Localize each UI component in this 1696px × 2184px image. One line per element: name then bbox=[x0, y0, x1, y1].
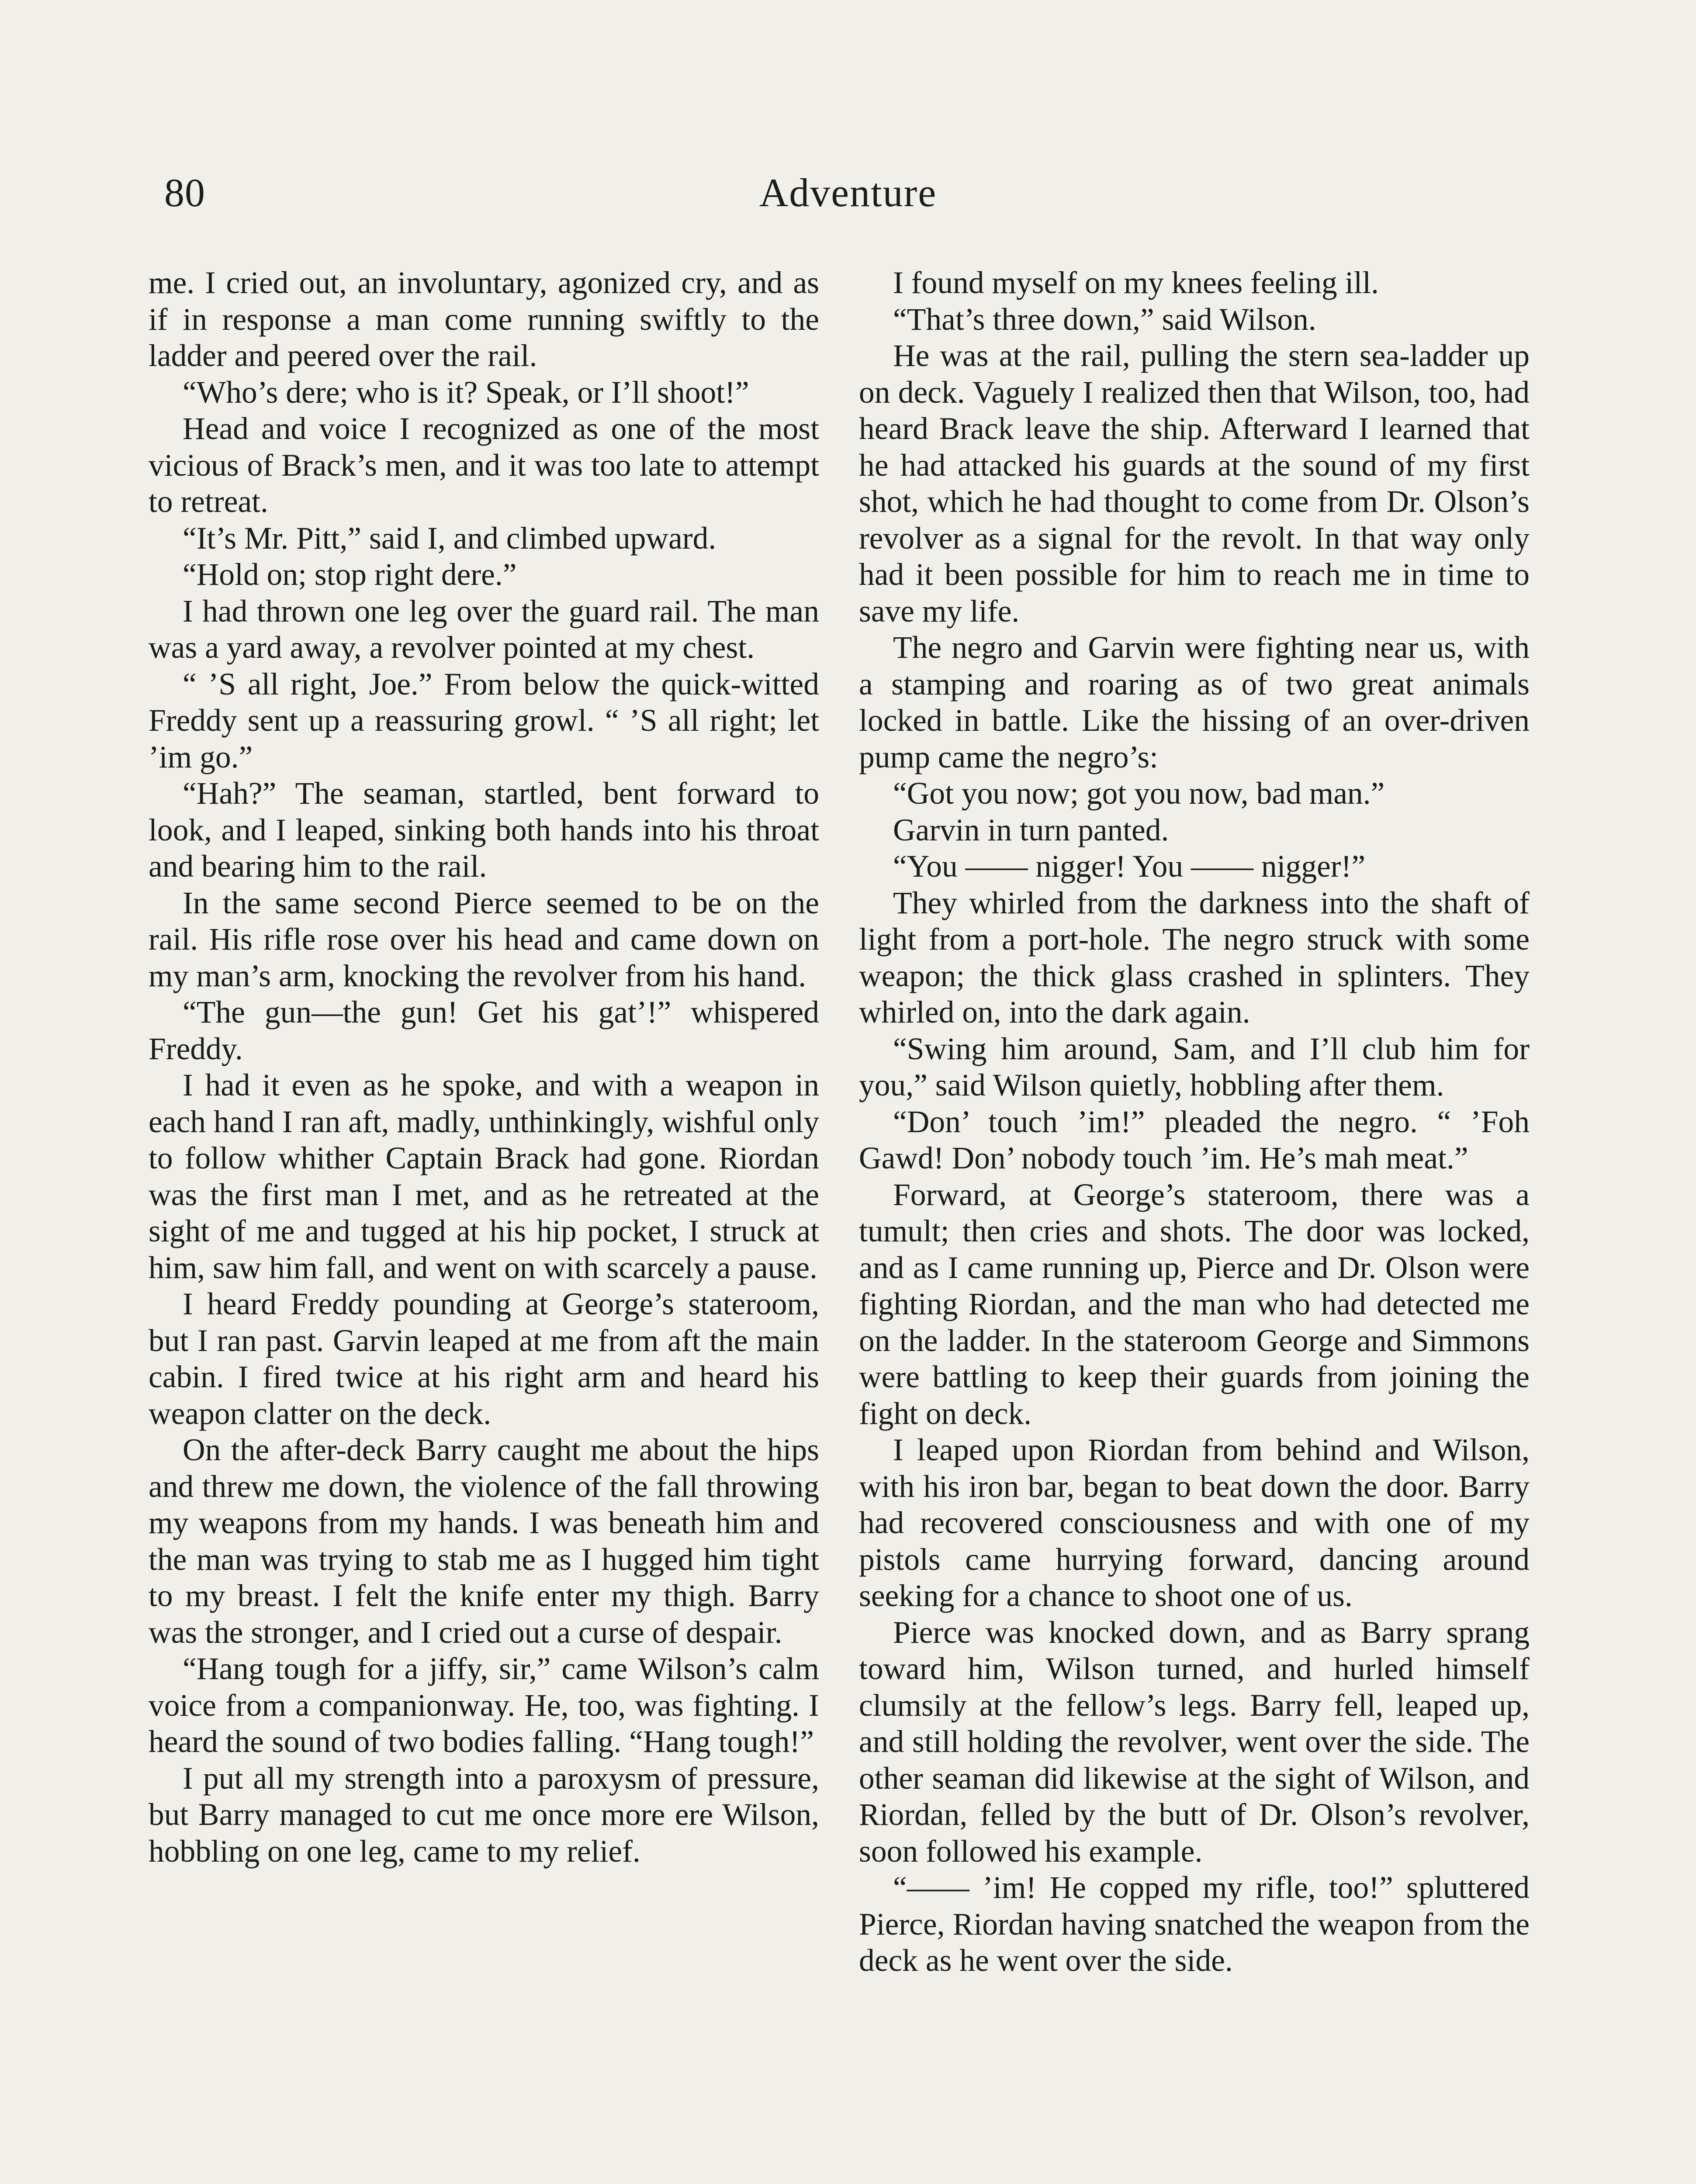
paragraph: Forward, at George’s stateroom, there was a tumult; then cries and shots. The door was locked, and as I came running up, Pierce and Dr. Olson were fighting Riordan, and the man who had detected me on the ladder. In the stateroom George and Simmons were battling to keep their guards from joining the fight on deck. bbox=[859, 1177, 1530, 1431]
paragraph: “It’s Mr. Pitt,” said I, and climbed upward. bbox=[183, 521, 716, 556]
paragraph: Head and voice I recognized as one of the most vicious of Brack’s men, and it was too late to attempt to retreat. bbox=[149, 411, 819, 519]
paragraph: I found myself on my knees feeling ill. bbox=[893, 266, 1379, 300]
paragraph: “The gun—the gun! Get his gat’!” whispered Freddy. bbox=[149, 995, 819, 1066]
paragraph: me. I cried out, an involuntary, agonized cry, and as if in response a man come running swiftly to the ladder and peered over the rail. bbox=[149, 266, 819, 373]
paragraph: He was at the rail, pulling the stern sea-ladder up on deck. Vaguely I realized then that Wilson, too, had heard Brack leave the ship. Afterward I learned that he had attacked his guards at the sound of my first shot, which he had thought to come from Dr. Olson’s revolver as a signal for the revolt. In that way only had it been possible for him to reach me in time to save my life. bbox=[859, 339, 1530, 629]
page-number: 80 bbox=[164, 170, 205, 215]
right-column bbox=[859, 265, 1530, 1979]
paragraph: I put all my strength into a paroxysm of pressure, but Barry managed to cut me once more ere Wilson, hobbling on one leg, came to my relief. bbox=[149, 1761, 819, 1869]
left-column bbox=[149, 265, 819, 1870]
paragraph: “Hah?” The seaman, startled, bent forward to look, and I leaped, sinking both hands into his throat and bearing him to the rail. bbox=[149, 776, 819, 884]
paragraph: “You —— nigger! You —— nigger!” bbox=[893, 849, 1366, 884]
paragraph: “Hold on; stop right dere.” bbox=[183, 557, 517, 592]
paragraph: “—— ’im! He copped my rifle, too!” spluttered Pierce, Riordan having snatched the weapon from the deck as he went over the side. bbox=[859, 1870, 1530, 1978]
paragraph: “Got you now; got you now, bad man.” bbox=[893, 776, 1385, 811]
paragraph: Garvin in turn panted. bbox=[893, 812, 1169, 847]
paragraph: I leaped upon Riordan from behind and Wilson, with his iron bar, began to beat down the door. Barry had recovered consciousness and with one of my pistols came hurrying forward, dancing around seeking for a chance to shoot one of us. bbox=[859, 1433, 1530, 1613]
paragraph: “Swing him around, Sam, and I’ll club him for you,” said Wilson quietly, hobbling after them. bbox=[859, 1031, 1530, 1102]
paragraph: “Hang tough for a jiffy, sir,” came Wilson’s calm voice from a companionway. He, too, was fighting. I heard the sound of two bodies falling. “Hang tough!” bbox=[149, 1652, 819, 1759]
paragraph: I heard Freddy pounding at George’s stateroom, but I ran past. Garvin leaped at me from aft the main cabin. I fired twice at his right arm and heard his weapon clatter on the deck. bbox=[149, 1287, 819, 1431]
paragraph: I had it even as he spoke, and with a weapon in each hand I ran aft, madly, unthinkingly, wishful only to follow whither Captain Brack had gone. Riordan was the first man I met, and as he retreated at the sight of me and tugged at his hip pocket, I struck at him, saw him fall, and went on with scarcely a pause. bbox=[149, 1068, 819, 1285]
paragraph: “Who’s dere; who is it? Speak, or I’ll shoot!” bbox=[183, 375, 749, 410]
running-head: Adventure bbox=[759, 170, 937, 215]
paragraph: In the same second Pierce seemed to be on the rail. His rifle rose over his head and came down on my man’s arm, knocking the revolver from his hand. bbox=[149, 885, 819, 993]
paragraph: “ ’S all right, Joe.” From below the quick-witted Freddy sent up a reassuring growl. “ ’S all right; let ’im go.” bbox=[149, 667, 819, 774]
paragraph: Pierce was knocked down, and as Barry sprang toward him, Wilson turned, and hurled himself clumsily at the fellow’s legs. Barry fell, leaped up, and still holding the revolver, went over the side. The other seaman did likewise at the sight of Wilson, and Riordan, felled by the butt of Dr. Olson’s revolver, soon followed his example. bbox=[859, 1615, 1530, 1869]
paragraph: I had thrown one leg over the guard rail. The man was a yard away, a revolver pointed at my chest. bbox=[149, 594, 819, 665]
paragraph: “Don’ touch ’im!” pleaded the negro. “ ’Foh Gawd! Don’ nobody touch ’im. He’s mah meat.” bbox=[859, 1104, 1530, 1175]
paragraph: The negro and Garvin were fighting near us, with a stamping and roaring as of two great animals locked in battle. Like the hissing of an over-driven pump came the negro’s: bbox=[859, 630, 1530, 774]
paragraph: On the after-deck Barry caught me about the hips and threw me down, the violence of the fall throwing my weapons from my hands. I was beneath him and the man was trying to stab me as I hugged him tight to my breast. I felt the knife enter my thigh. Barry was the stronger, and I cried out a curse of despair. bbox=[149, 1433, 819, 1650]
paragraph: They whirled from the darkness into the shaft of light from a port-hole. The negro struck with some weapon; the thick glass crashed in splinters. They whirled on, into the dark again. bbox=[859, 885, 1530, 1030]
paragraph: “That’s three down,” said Wilson. bbox=[893, 302, 1316, 337]
